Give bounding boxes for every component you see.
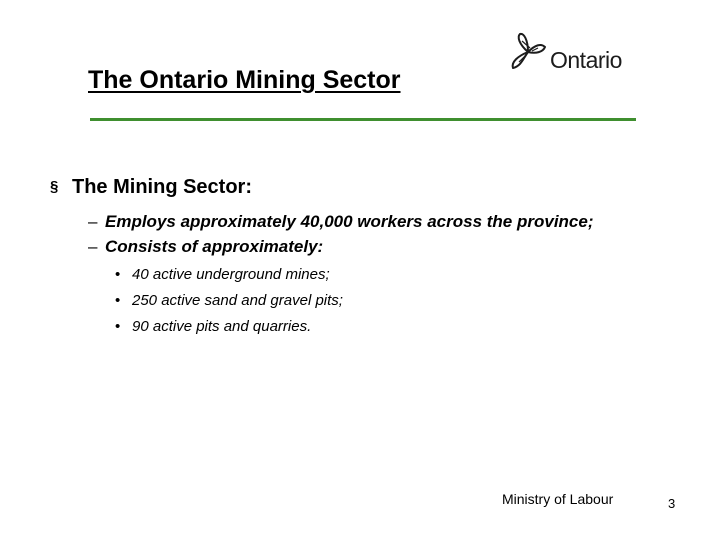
item-pits-quarries xyxy=(115,318,311,335)
bullet-level1 xyxy=(50,176,252,199)
dot-bullet-icon: • xyxy=(115,318,121,335)
sub-bullet-text: Consists of approximately: xyxy=(105,237,324,256)
trillium-icon xyxy=(508,32,548,72)
item-text: 250 active sand and gravel pits; xyxy=(132,292,343,309)
sub-bullet-employs xyxy=(88,212,594,232)
ontario-logo xyxy=(508,32,628,76)
dash-bullet-icon: – xyxy=(88,212,98,231)
section-bullet-icon: § xyxy=(50,178,59,195)
item-text: 90 active pits and quarries. xyxy=(132,318,312,335)
footer-ministry: Ministry of Labour xyxy=(502,491,614,507)
page-number: 3 xyxy=(668,496,676,511)
item-underground-mines xyxy=(115,266,330,283)
dot-bullet-icon: • xyxy=(115,292,121,309)
item-sand-gravel-pits xyxy=(115,292,343,309)
title-divider xyxy=(90,118,636,121)
sub-bullet-consists xyxy=(88,237,323,257)
logo-wordmark: Ontario xyxy=(550,47,622,73)
dash-bullet-icon: – xyxy=(88,237,98,256)
dot-bullet-icon: • xyxy=(115,266,121,283)
item-text: 40 active underground mines; xyxy=(132,266,330,283)
slide-title: The Ontario Mining Sector xyxy=(88,66,401,94)
bullet-text: The Mining Sector: xyxy=(72,176,252,198)
sub-bullet-text: Employs approximately 40,000 workers across the province; xyxy=(105,212,594,231)
